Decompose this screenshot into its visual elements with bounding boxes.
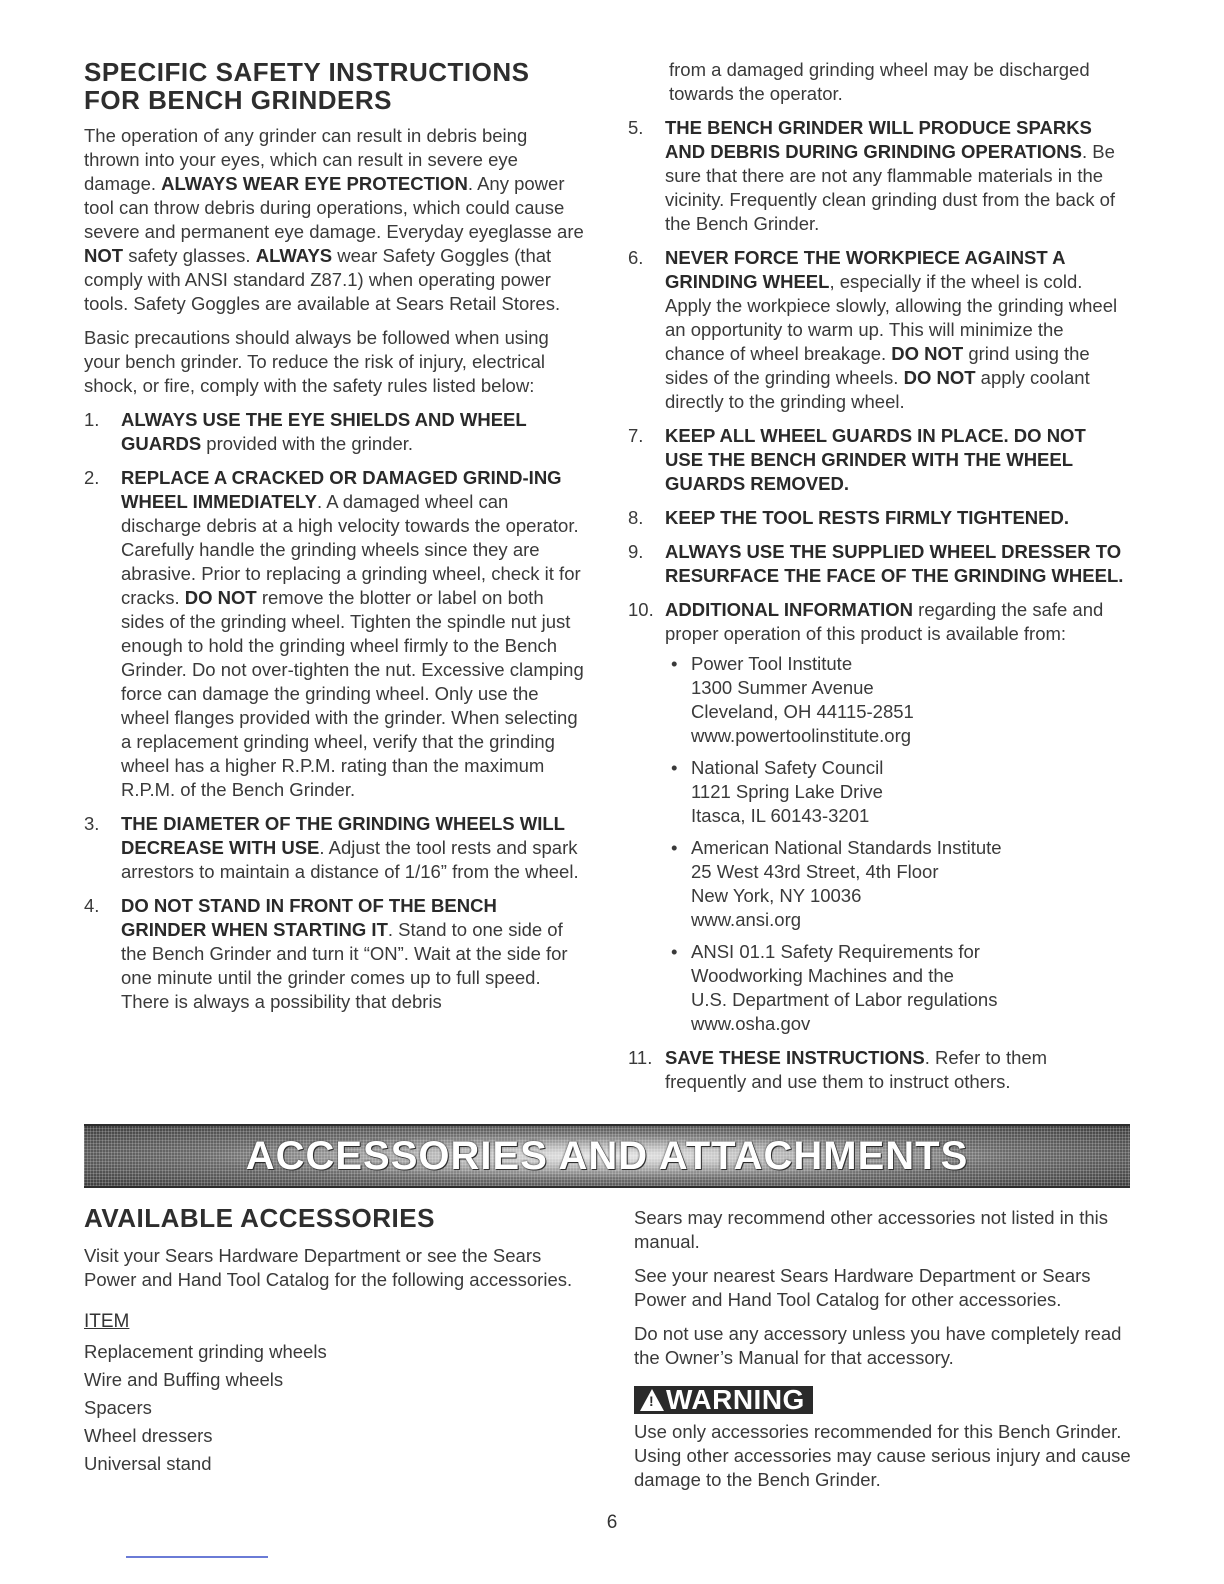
source-line: 25 West 43rd Street, 4th Floor [691,861,939,882]
bold-text: ADDITIONAL INFORMATION [665,599,914,620]
rule-text [665,506,1128,530]
source-line: www.ansi.org [691,909,802,930]
rule-number: 5. [628,117,644,138]
warning-text: Use only accessories recommended for this Bench Grinder. Using other accessories may cause serious injury and cause damage to the Bench Grinder. [634,1421,1131,1490]
banner-title: ACCESSORIES AND ATTACHMENTS [245,1133,969,1178]
text-run: provided with the grinder. [201,433,414,454]
accessory-list [84,1338,584,1478]
rule-text [665,424,1128,496]
safety-right-column [628,58,1128,1104]
safety-rules-list [84,408,584,1014]
accessory-item: Universal stand [84,1453,212,1474]
bold-text: REPLACE A CRACKED OR DAMAGED GRIND-ING WHEEL IMMEDIATELY [121,467,562,512]
safety-rule-7 [628,424,1128,496]
text-run: safety glasses. [123,245,256,266]
safety-rule-8 [628,506,1128,530]
bold-text: ALWAYS USE THE SUPPLIED WHEEL DRESSER TO RESURFACE THE FACE OF THE GRINDING WHEEL. [665,541,1124,586]
bold-text: THE DIAMETER OF THE GRINDING WHEELS WILL DECREASE WITH USE [121,813,565,858]
safety-title-line1: SPECIFIC SAFETY INSTRUCTIONS [84,57,530,87]
bold-text: DO NOT STAND IN FRONT OF THE BENCH GRINDER WHEN STARTING IT [121,895,497,940]
information-source [665,652,1128,748]
accessory-item: Spacers [84,1397,152,1418]
warning-label [634,1386,813,1414]
safety-rule-3 [84,812,584,884]
bottom-rule [126,1556,268,1558]
safety-rule-2 [84,466,584,802]
accessories-right-column [634,1206,1134,1492]
warning-label-text: WARNING [666,1384,805,1415]
rule-number: 4. [84,895,100,916]
information-source [665,836,1128,932]
catalog-paragraph: See your nearest Sears Hardware Department or Sears Power and Hand Tool Catalog for other accessories. [634,1265,1091,1310]
accessories-intro: Visit your Sears Hardware Department or see the Sears Power and Hand Tool Catalog for the following accessories. [84,1245,573,1290]
item-4-continuation: from a damaged grinding wheel may be discharged towards the operator. [669,59,1090,104]
bold-text: ALWAYS WEAR EYE PROTECTION [161,173,468,194]
text-run: regarding the safe and proper operation of this product is available from: [665,599,1104,644]
bullet-icon: • [671,757,678,778]
bold-text: ALWAYS USE THE EYE SHIELDS AND WHEEL GUARDS [121,409,527,454]
page-number: 6 [606,1512,618,1533]
rule-number: 11. [628,1047,653,1068]
text-run: wear Safety Goggles (that comply with ANSI standard Z87.1) when operating power tools. Safety Goggles are available at Sears Retail Stores. [84,245,561,314]
rule-number: 7. [628,425,644,446]
text-run: The operation of any grinder can result in debris being thrown into your eyes, which can result in severe eye damage. [84,125,528,194]
bold-text: DO NOT [184,587,257,608]
bold-text: NEVER FORCE THE WORKPIECE AGAINST A GRINDING WHEEL [665,247,1065,292]
rule-text [665,1046,1128,1094]
safety-rule-9 [628,540,1128,588]
rule-text [665,598,1128,1036]
safety-rule-5 [628,116,1128,236]
safety-left-column [84,58,584,1024]
bold-text: NOT [84,245,124,266]
safety-title [84,58,584,114]
safety-intro-paragraph [84,124,584,316]
source-line: www.powertoolinstitute.org [691,725,912,746]
rule-number: 10. [628,599,654,620]
safety-rule-11 [628,1046,1128,1094]
source-line: American National Standards Institute [691,837,1002,858]
safety-rules-list-continued [628,116,1128,1094]
rule-number: 6. [628,247,644,268]
safety-rule-10 [628,598,1128,1036]
recommend-paragraph: Sears may recommend other accessories not listed in this manual. [634,1207,1109,1252]
source-line: www.osha.gov [691,1013,811,1034]
bold-text: DO NOT [903,367,976,388]
text-run: , especially if the wheel is cold. Apply the workpiece slowly, allowing the grinding wheel an opportunity to warm up. This will minimize the chance of wheel breakage. [665,271,1118,364]
text-run: . Any power tool can throw debris during operations, which could cause severe and permanent eye damage. Everyday eyeglasse are [84,173,584,242]
accessories-left-column [84,1204,584,1478]
safety-rule-4 [84,894,584,1014]
text-run: . Adjust the tool rests and spark arrestors to maintain a distance of 1/16” from the wheel. [121,837,579,882]
source-line: Cleveland, OH 44115-2851 [691,701,914,722]
source-line: 1121 Spring Lake Drive [691,781,883,802]
source-line: Itasca, IL 60143-3201 [691,805,870,826]
text-run: grind using the sides of the grinding wheels. [665,343,1090,388]
bold-text: SAVE THESE INSTRUCTIONS [665,1047,925,1068]
information-source [665,756,1128,828]
rule-text [121,408,584,456]
safety-title-line2: FOR BENCH GRINDERS [84,85,393,115]
bullet-icon: • [671,941,678,962]
precautions-paragraph: Basic precautions should always be followed when using your bench grinder. To reduce the risk of injury, electrical shock, or fire, comply with the safety rules listed below: [84,327,549,396]
bullet-icon: • [671,837,678,858]
text-run: . Be sure that there are not any flammable materials in the vicinity. Frequently clean grinding dust from the back of the Bench Grinder. [665,141,1116,234]
accessory-item: Replacement grinding wheels [84,1341,327,1362]
rule-number: 2. [84,467,100,488]
rule-number: 3. [84,813,100,834]
source-line: New York, NY 10036 [691,885,862,906]
bold-text: KEEP THE TOOL RESTS FIRMLY TIGHTENED. [665,507,1069,528]
item-column-header: ITEM [84,1311,130,1332]
accessories-title: AVAILABLE ACCESSORIES [84,1203,435,1233]
information-sources-list [665,652,1128,1036]
bold-text: ALWAYS [255,245,333,266]
bold-text: KEEP ALL WHEEL GUARDS IN PLACE. DO NOT USE THE BENCH GRINDER WITH THE WHEEL GUARDS REMOVED. [665,425,1086,494]
rule-text [121,894,584,1014]
text-run: remove the blotter or label on both sides of the grinding wheel. Tighten the spindle nut just enough to hold the grinding wheel firmly to the Bench Grinder. Do not over-tighten the nut. Excessive clamping force can damage the grinding wheel. Only use the wheel flanges provided with the grinder. When selecting a replacement grinding wheel, verify that the grinding wheel has a higher R.P.M. rating than the maximum R.P.M. of the Bench Grinder. [121,587,584,800]
warning-triangle-icon [640,1389,664,1411]
owners-manual-paragraph: Do not use any accessory unless you have completely read the Owner’s Manual for that accessory. [634,1323,1122,1368]
bullet-icon: • [671,653,678,674]
bold-text: THE BENCH GRINDER WILL PRODUCE SPARKS AND DEBRIS DURING GRINDING OPERATIONS [665,117,1092,162]
source-line: Power Tool Institute [691,653,853,674]
text-run: apply coolant directly to the grinding wheel. [665,367,1090,412]
rule-number: 9. [628,541,644,562]
text-run: . Refer to them frequently and use them to instruct others. [665,1047,1048,1092]
accessory-item: Wheel dressers [84,1425,213,1446]
text-run: . A damaged wheel can discharge debris at a high velocity towards the operator. Carefully handle the grinding wheels since they are abrasive. Prior to replacing a grinding wheel, check it for cracks. [121,491,581,608]
source-line: National Safety Council [691,757,884,778]
information-source [665,940,1128,1036]
rule-text [121,466,584,802]
source-line: Woodworking Machines and the [691,965,954,986]
safety-rule-1 [84,408,584,456]
rule-text [665,246,1128,414]
safety-rule-6 [628,246,1128,414]
source-line: 1300 Summer Avenue [691,677,874,698]
source-line: U.S. Department of Labor regulations [691,989,998,1010]
rule-number: 1. [84,409,100,430]
rule-text [121,812,584,884]
accessories-banner [84,1124,1130,1188]
source-line: ANSI 01.1 Safety Requirements for [691,941,980,962]
rule-text [665,540,1128,588]
rule-text [665,116,1128,236]
text-run: . Stand to one side of the Bench Grinder and turn it “ON”. Wait at the side for one minute until the grinder comes up to full speed. There is always a possibility that debris [121,919,568,1012]
rule-number: 8. [628,507,644,528]
accessory-item: Wire and Buffing wheels [84,1369,284,1390]
bold-text: DO NOT [891,343,964,364]
